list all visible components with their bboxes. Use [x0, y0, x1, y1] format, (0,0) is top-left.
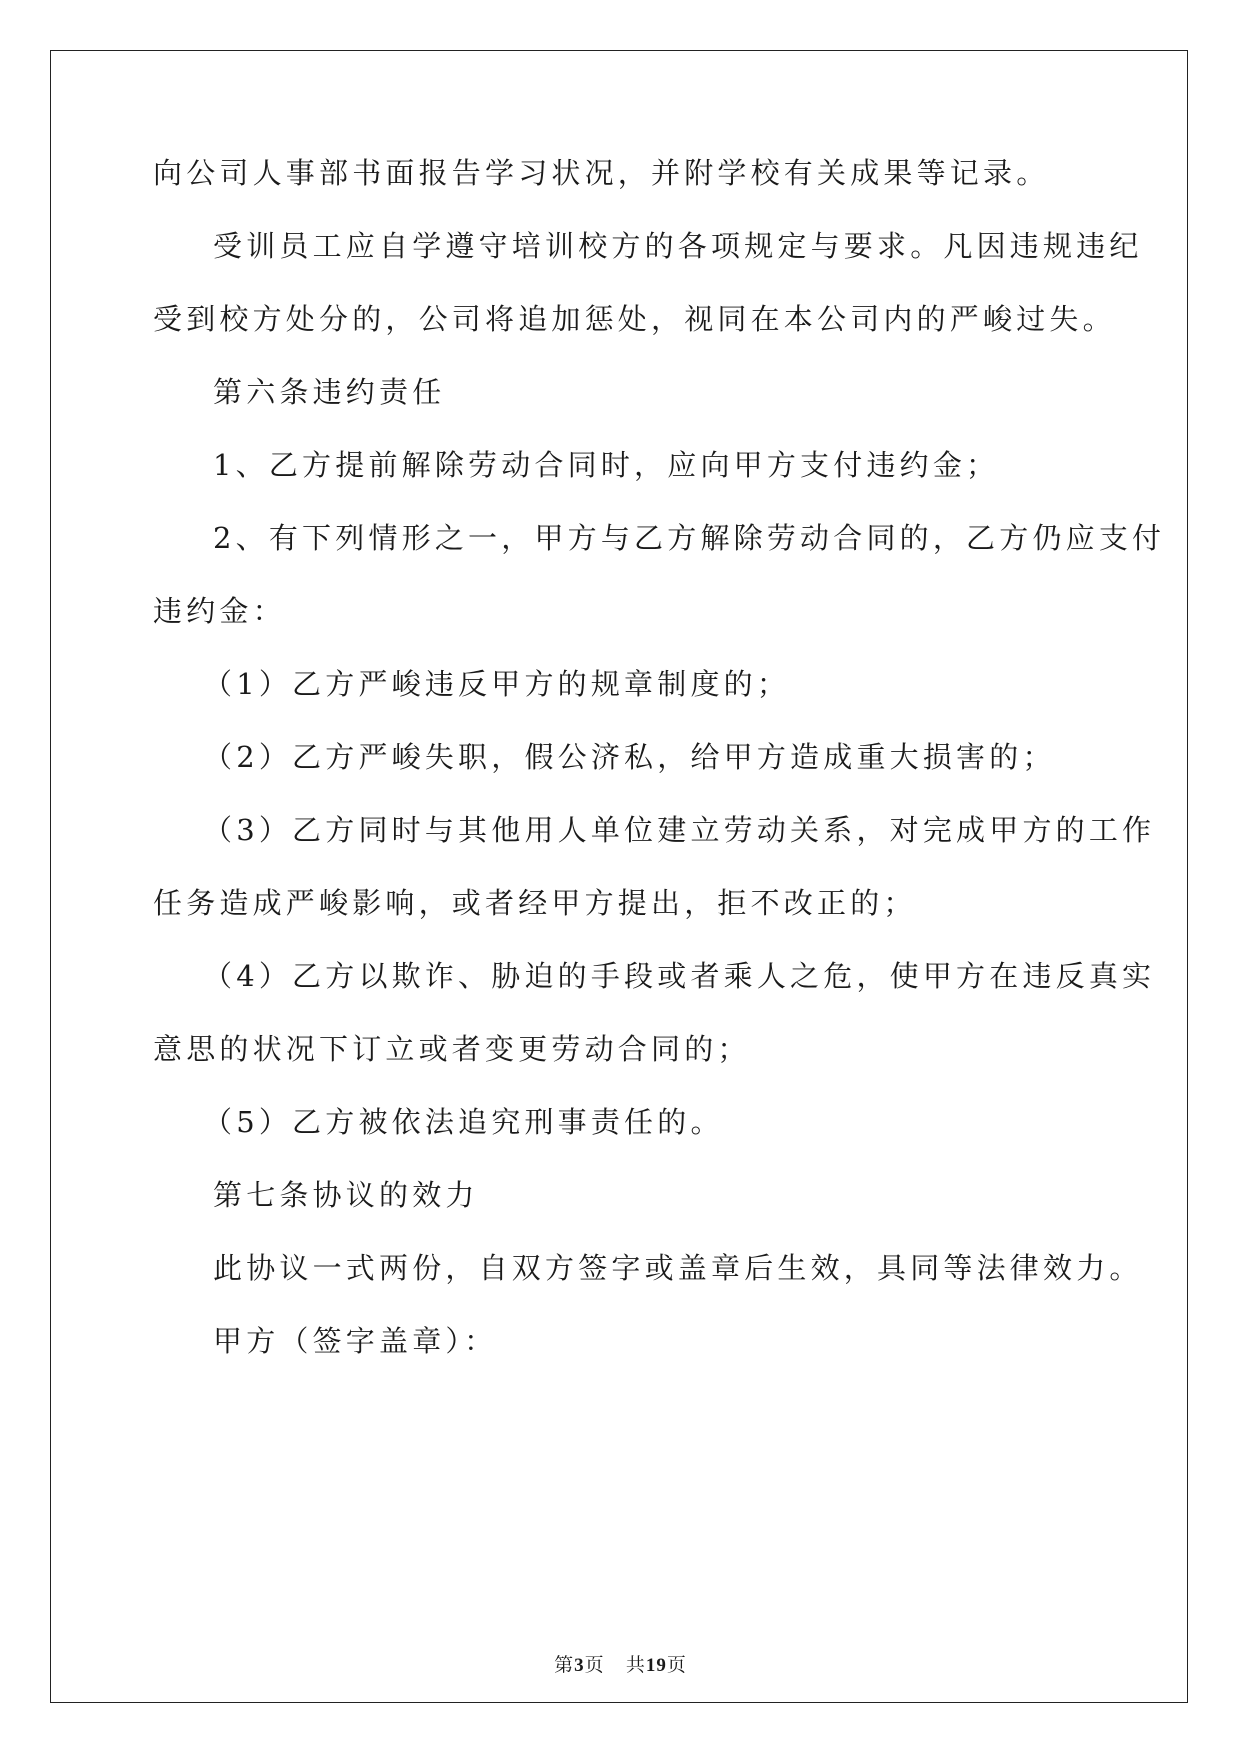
footer-total-suffix: 页: [666, 1654, 687, 1676]
section-heading: 第六条违约责任: [213, 375, 446, 409]
paragraph-text-line: 受训员工应自学遵守培训校方的各项规定与要求。凡因违规违纪: [213, 229, 1143, 263]
body-text-line: 向公司人事部书面报告学习状况，并附学校有关成果等记录。: [153, 156, 1050, 190]
footer-total-pages: 19: [645, 1655, 667, 1676]
section-heading: 第七条协议的效力: [213, 1178, 479, 1212]
list-item-text: （5）乙方被依法追究刑事责任的。: [203, 1105, 724, 1139]
list-item-text: （4）乙方以欺诈、胁迫的手段或者乘人之危，使甲方在违反真实: [203, 959, 1156, 993]
list-item-text: （3）乙方同时与其他用人单位建立劳动关系，对完成甲方的工作: [203, 813, 1156, 847]
footer-page-prefix: 第: [554, 1654, 575, 1676]
footer-total-prefix: 共: [625, 1654, 646, 1676]
footer-page-number: 3: [574, 1655, 585, 1676]
paragraph-text-line: 此协议一式两份，自双方签字或盖章后生效，具同等法律效力。: [213, 1251, 1143, 1285]
body-text-line: 任务造成严峻影响，或者经甲方提出，拒不改正的；: [153, 886, 917, 920]
body-text-line: 受到校方处分的，公司将追加惩处，视同在本公司内的严峻过失。: [153, 302, 1116, 336]
body-text-line: 违约金：: [153, 594, 286, 628]
clause-text-line: 1、乙方提前解除劳动合同时，应向甲方支付违约金；: [213, 448, 1000, 482]
list-item-text: （1）乙方严峻违反甲方的规章制度的；: [203, 667, 791, 701]
page-border: [50, 50, 1188, 1703]
clause-text-line: 2、有下列情形之一，甲方与乙方解除劳动合同的，乙方仍应支付: [213, 521, 1166, 555]
page-footer: [0, 1653, 1241, 1678]
list-item-text: （2）乙方严峻失职，假公济私，给甲方造成重大损害的；: [203, 740, 1056, 774]
body-text-line: 意思的状况下订立或者变更劳动合同的；: [153, 1032, 751, 1066]
signature-label: 甲方（签字盖章）：: [213, 1324, 498, 1358]
footer-page-suffix: 页: [584, 1654, 605, 1676]
